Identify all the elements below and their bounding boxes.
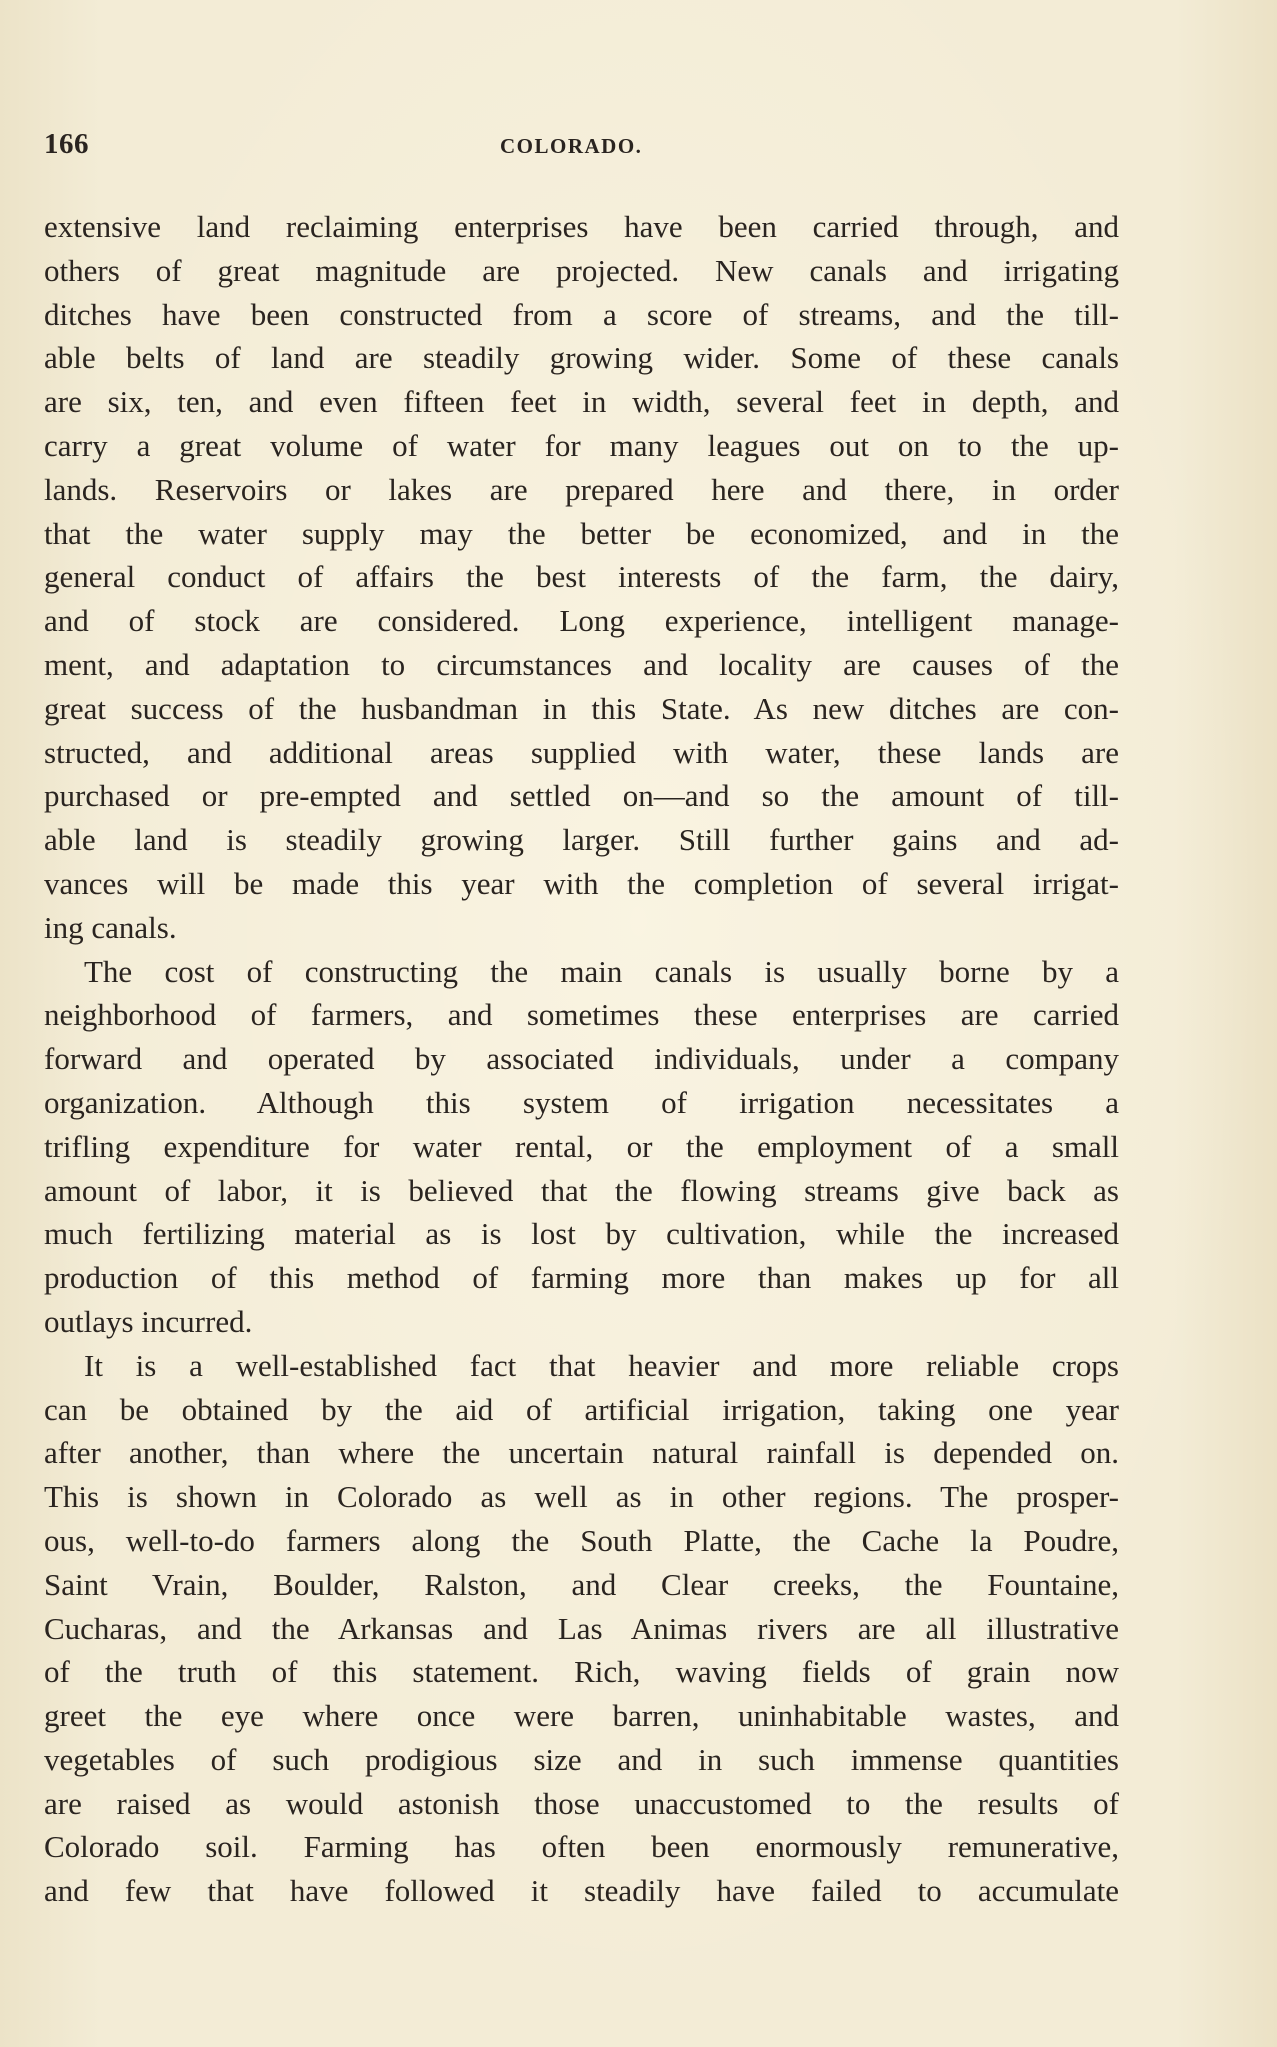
text-line: and of stock are considered. Long experience, intelligent manage- xyxy=(44,603,1119,639)
text-line: extensive land reclaiming enterprises have been carried through, and xyxy=(44,209,1119,244)
page-number: 166 xyxy=(44,128,89,160)
text-line: great success of the husbandman in this State. As new ditches are con- xyxy=(44,690,1119,726)
text-line: This is shown in Colorado as well as in other regions. The prosper- xyxy=(44,1479,1119,1515)
body-text xyxy=(44,205,1119,1913)
text-line: ment, and adaptation to circumstances and locality are causes of the xyxy=(44,646,1119,682)
text-line: much fertilizing material as is lost by cultivation, while the increased xyxy=(44,1216,1119,1252)
text-line: lands. Reservoirs or lakes are prepared here and there, in order xyxy=(44,471,1119,507)
text-line: ditches have been constructed from a score of streams, and the till- xyxy=(44,296,1119,332)
text-line: Saint Vrain, Boulder, Ralston, and Clear creeks, the Fountaine, xyxy=(44,1566,1119,1602)
text-line: neighborhood of farmers, and sometimes these enterprises are carried xyxy=(44,997,1119,1033)
running-head xyxy=(44,128,1124,168)
text-line: It is a well-established fact that heavier and more reliable crops xyxy=(84,1347,1119,1383)
paragraph xyxy=(44,205,1119,950)
text-line: greet the eye where once were barren, uninhabitable wastes, and xyxy=(44,1698,1119,1734)
text-line: can be obtained by the aid of artificial irrigation, taking one year xyxy=(44,1391,1119,1427)
text-line: vegetables of such prodigious size and in such immense quantities xyxy=(44,1741,1119,1777)
text-line: carry a great volume of water for many leagues out on to the up- xyxy=(44,427,1119,463)
running-title: COLORADO. xyxy=(500,134,643,158)
text-line: organization. Although this system of irrigation necessitates a xyxy=(44,1084,1119,1120)
text-line: ing canals. xyxy=(44,909,177,945)
text-line: able land is steadily growing larger. Still further gains and ad- xyxy=(44,822,1119,858)
text-line: that the water supply may the better be economized, and in the xyxy=(44,515,1119,551)
text-line: outlays incurred. xyxy=(44,1303,253,1339)
text-line: general conduct of affairs the best interests of the farm, the dairy, xyxy=(44,559,1119,595)
text-line: of the truth of this statement. Rich, waving fields of grain now xyxy=(44,1654,1119,1690)
text-line: vances will be made this year with the completion of several irrigat- xyxy=(44,865,1119,901)
text-line: able belts of land are steadily growing wider. Some of these canals xyxy=(44,340,1119,376)
text-line: ous, well-to-do farmers along the South Platte, the Cache la Poudre, xyxy=(44,1522,1119,1558)
text-line: Cucharas, and the Arkansas and Las Animas rivers are all illustrative xyxy=(44,1610,1119,1646)
paragraph xyxy=(44,950,1119,1344)
text-line: trifling expenditure for water rental, or the employment of a small xyxy=(44,1128,1119,1164)
text-line: structed, and additional areas supplied with water, these lands are xyxy=(44,734,1119,770)
text-line: are six, ten, and even fifteen feet in width, several feet in depth, and xyxy=(44,384,1119,420)
paragraph xyxy=(44,1344,1119,1913)
text-line: are raised as would astonish those unaccustomed to the results of xyxy=(44,1785,1119,1821)
text-line: production of this method of farming more than makes up for all xyxy=(44,1260,1119,1296)
text-line: others of great magnitude are projected. New canals and irrigating xyxy=(44,252,1119,288)
text-line: The cost of constructing the main canals is usually borne by a xyxy=(84,953,1119,989)
text-line: forward and operated by associated individuals, under a company xyxy=(44,1041,1119,1077)
text-line: amount of labor, it is believed that the flowing streams give back as xyxy=(44,1172,1119,1208)
text-line: purchased or pre-empted and settled on—and so the amount of till- xyxy=(44,778,1119,814)
text-line: after another, than where the uncertain natural rainfall is depended on. xyxy=(44,1435,1119,1471)
text-line: Colorado soil. Farming has often been enormously remunerative, xyxy=(44,1829,1119,1865)
text-line: and few that have followed it steadily have failed to accumulate xyxy=(44,1873,1119,1909)
